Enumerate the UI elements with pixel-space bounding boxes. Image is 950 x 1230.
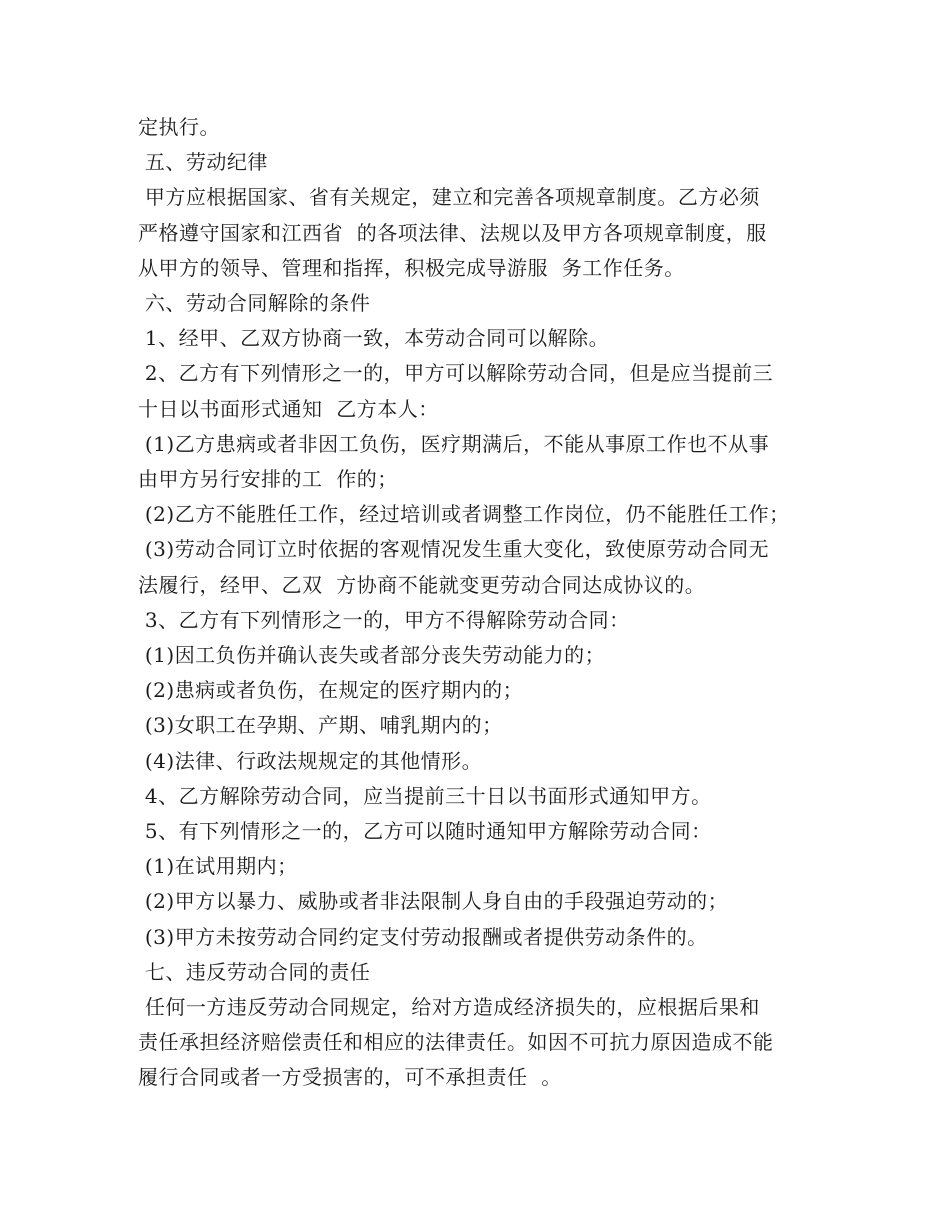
clause-line: 5、有下列情形之一的，乙方可以随时通知甲方解除劳动合同：	[138, 819, 712, 844]
clause-line: 3、乙方有下列情形之一的，甲方不得解除劳动合同：	[138, 607, 630, 632]
clause-line: 4、乙方解除劳动合同，应当提前三十日以书面形式通知甲方。	[138, 783, 712, 808]
clause-line: 十日以书面形式通知 乙方本人：	[138, 396, 439, 421]
clause-line: 2、乙方有下列情形之一的，甲方可以解除劳动合同，但是应当提前三	[138, 361, 774, 386]
sub-clause-line: (3)女职工在孕期、产期、哺乳期内的；	[138, 713, 503, 738]
paragraph-line: 责任承担经济赔偿责任和相应的法律责任。如因不可抗力原因造成不能	[138, 1030, 774, 1055]
sub-clause-line: (1)在试用期内；	[138, 854, 298, 879]
section-heading-labor-discipline: 五、劳动纪律	[138, 150, 268, 175]
section-heading-breach-liability: 七、违反劳动合同的责任	[138, 959, 371, 984]
sub-clause-line: (4)法律、行政法规规定的其他情形。	[138, 748, 483, 773]
clause-line: 1、经甲、乙双方协商一致，本劳动合同可以解除。	[138, 326, 610, 351]
sub-clause-line: (2)患病或者负伤，在规定的医疗期内的；	[138, 678, 524, 703]
sub-clause-line: (2)甲方以暴力、威胁或者非法限制人身自由的手段强迫劳动的；	[138, 889, 729, 914]
sub-clause-line: (3)劳动合同订立时依据的客观情况发生重大变化，致使原劳动合同无	[138, 537, 770, 562]
sub-clause-line: 法履行，经甲、乙双 方协商不能就变更劳动合同达成协议的。	[138, 572, 706, 597]
sub-clause-line: (3)甲方未按劳动合同约定支付劳动报酬或者提供劳动条件的。	[138, 924, 708, 949]
section-heading-termination-conditions: 六、劳动合同解除的条件	[138, 291, 371, 316]
text-line-continuation: 定执行。	[138, 115, 220, 139]
paragraph-line: 严格遵守国家和江西省 的各项法律、法规以及甲方各项规章制度，服	[138, 220, 767, 245]
sub-clause-line: (2)乙方不能胜任工作，经过培训或者调整工作岗位，仍不能胜任工作；	[138, 502, 790, 527]
document-page	[138, 110, 838, 1096]
paragraph-line: 从甲方的领导、管理和指挥，积极完成导游服 务工作任务。	[138, 255, 685, 280]
paragraph-line: 任何一方违反劳动合同规定，给对方造成经济损失的，应根据后果和	[138, 995, 760, 1020]
paragraph-line: 甲方应根据国家、省有关规定，建立和完善各项规章制度。乙方必须	[138, 185, 760, 210]
sub-clause-line: (1)因工负伤并确认丧失或者部分丧失劳动能力的；	[138, 643, 606, 668]
paragraph-line: 履行合同或者一方受损害的，可不承担责任 。	[138, 1065, 562, 1090]
sub-clause-line: (1)乙方患病或者非因工负伤，医疗期满后，不能从事原工作也不从事	[138, 431, 770, 456]
sub-clause-line: 由甲方另行安排的工 作的；	[138, 467, 398, 492]
